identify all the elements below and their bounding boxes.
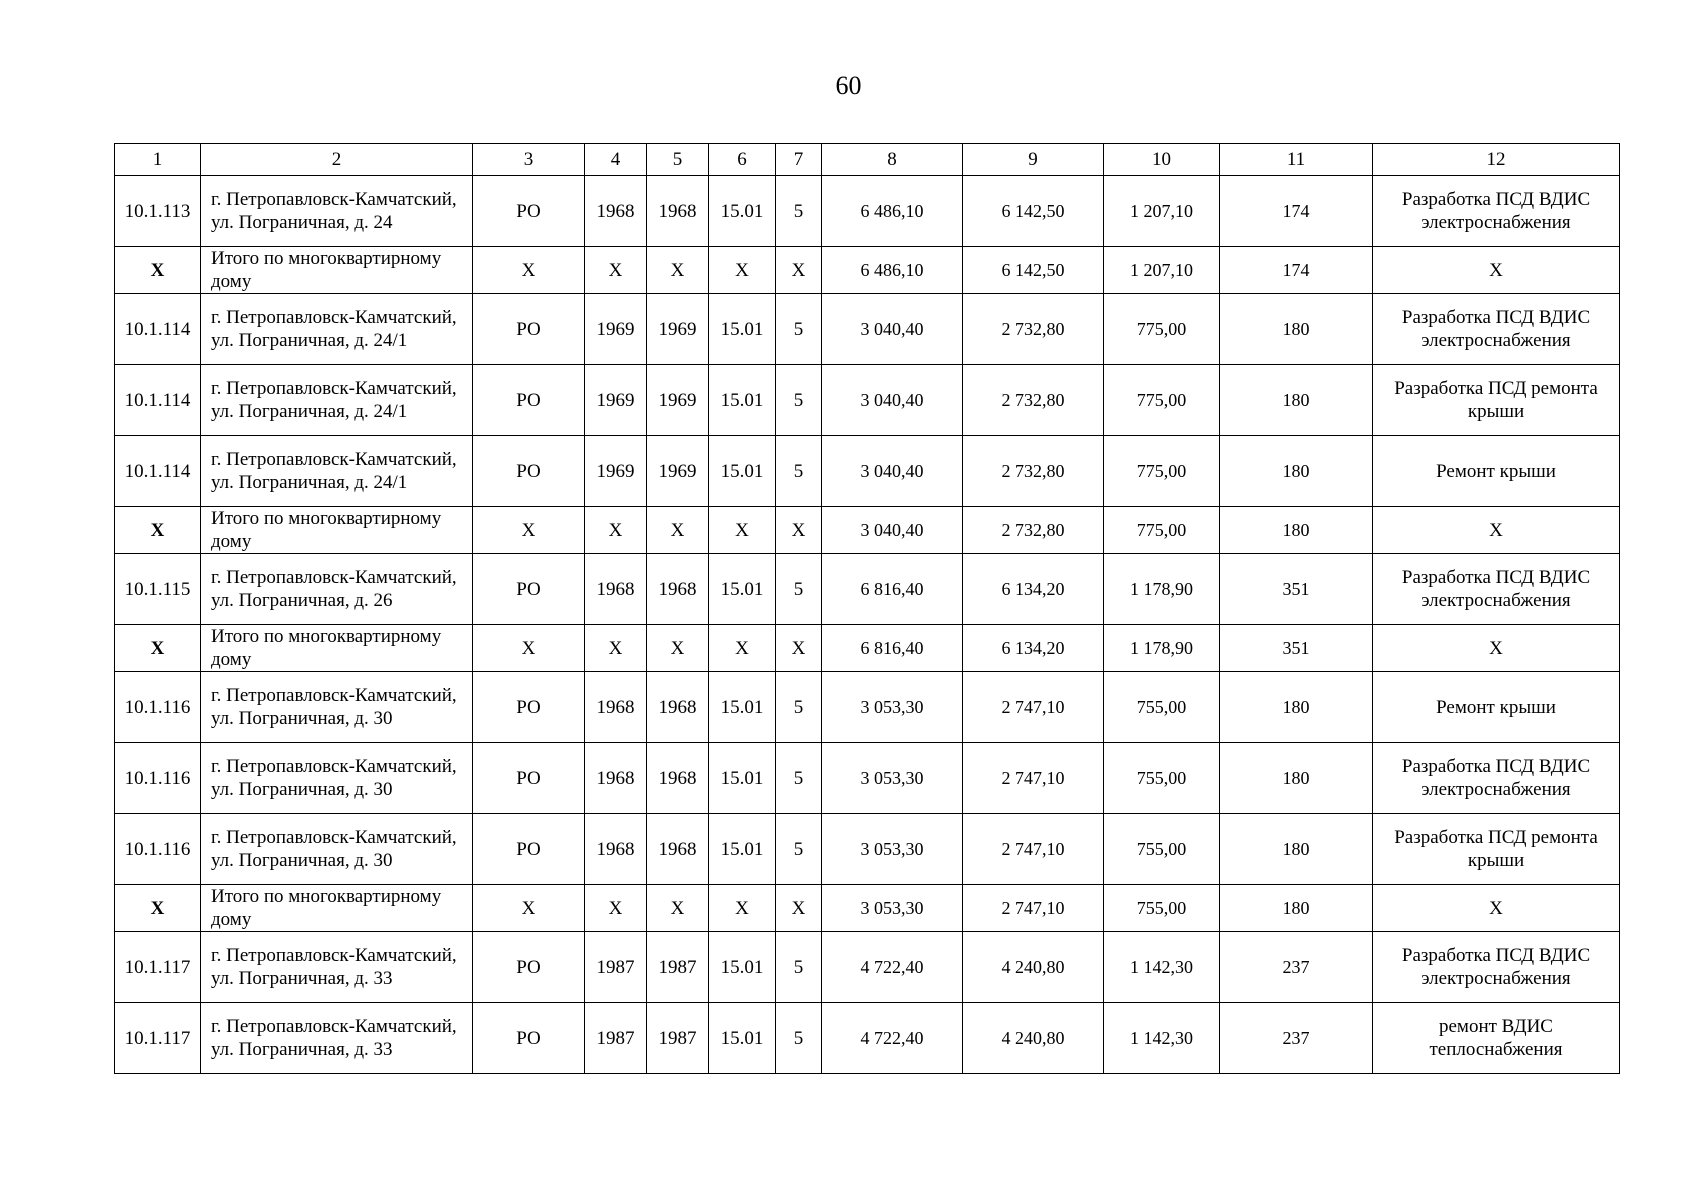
cell-floors: 5 xyxy=(776,554,822,625)
cell-record-number: 10.1.114 xyxy=(115,436,201,507)
header-row xyxy=(115,144,1620,176)
cell-year-commissioned: 1968 xyxy=(647,554,709,625)
cell-residents-count: 180 xyxy=(1220,294,1373,365)
cell-non-living-area: 775,00 xyxy=(1104,436,1220,507)
total-row xyxy=(115,625,1620,672)
cell-year-built: X xyxy=(585,885,647,932)
cell-living-area: 2 747,10 xyxy=(963,672,1104,743)
cell-residents-count: 174 xyxy=(1220,176,1373,247)
cell-non-living-area: 1 142,30 xyxy=(1104,1003,1220,1074)
cell-total-area: 3 053,30 xyxy=(822,814,963,885)
cell-floors: 5 xyxy=(776,932,822,1003)
cell-living-area: 6 134,20 xyxy=(963,554,1104,625)
cell-residents-count: 174 xyxy=(1220,247,1373,294)
cell-code: X xyxy=(709,885,776,932)
cell-ownership-type: РО xyxy=(473,436,585,507)
cell-record-number: 10.1.117 xyxy=(115,932,201,1003)
cell-floors: 5 xyxy=(776,176,822,247)
table-row xyxy=(115,436,1620,507)
cell-year-built: 1968 xyxy=(585,672,647,743)
cell-year-commissioned: 1968 xyxy=(647,743,709,814)
cell-total-area: 6 486,10 xyxy=(822,247,963,294)
column-header: 4 xyxy=(585,144,647,176)
cell-year-commissioned: 1987 xyxy=(647,932,709,1003)
cell-code: 15.01 xyxy=(709,672,776,743)
cell-year-built: 1987 xyxy=(585,1003,647,1074)
cell-living-area: 2 747,10 xyxy=(963,814,1104,885)
column-header: 9 xyxy=(963,144,1104,176)
cell-work-type: X xyxy=(1373,507,1620,554)
cell-floors: 5 xyxy=(776,365,822,436)
cell-address: Итого по многоквартирному дому xyxy=(201,507,473,554)
cell-work-type: Ремонт крыши xyxy=(1373,436,1620,507)
total-row xyxy=(115,247,1620,294)
cell-total-area: 3 053,30 xyxy=(822,672,963,743)
cell-living-area: 2 732,80 xyxy=(963,436,1104,507)
cell-year-commissioned: 1987 xyxy=(647,1003,709,1074)
cell-ownership-type: X xyxy=(473,247,585,294)
cell-year-built: X xyxy=(585,507,647,554)
cell-floors: 5 xyxy=(776,1003,822,1074)
cell-record-number: 10.1.114 xyxy=(115,294,201,365)
cell-floors: X xyxy=(776,885,822,932)
column-header: 12 xyxy=(1373,144,1620,176)
cell-non-living-area: 1 207,10 xyxy=(1104,176,1220,247)
cell-address: Итого по многоквартирному дому xyxy=(201,247,473,294)
cell-code: 15.01 xyxy=(709,436,776,507)
cell-year-commissioned: 1969 xyxy=(647,436,709,507)
cell-residents-count: 180 xyxy=(1220,814,1373,885)
cell-total-area: 3 040,40 xyxy=(822,436,963,507)
cell-ownership-type: X xyxy=(473,507,585,554)
cell-address: Итого по многоквартирному дому xyxy=(201,885,473,932)
cell-year-built: X xyxy=(585,625,647,672)
cell-record-number: X xyxy=(115,885,201,932)
cell-residents-count: 351 xyxy=(1220,554,1373,625)
table-row xyxy=(115,176,1620,247)
cell-residents-count: 237 xyxy=(1220,932,1373,1003)
cell-floors: X xyxy=(776,507,822,554)
cell-year-commissioned: 1968 xyxy=(647,176,709,247)
cell-total-area: 6 486,10 xyxy=(822,176,963,247)
cell-living-area: 4 240,80 xyxy=(963,1003,1104,1074)
table-row xyxy=(115,743,1620,814)
column-header: 8 xyxy=(822,144,963,176)
cell-residents-count: 351 xyxy=(1220,625,1373,672)
table-row xyxy=(115,1003,1620,1074)
cell-year-commissioned: 1968 xyxy=(647,672,709,743)
cell-total-area: 6 816,40 xyxy=(822,554,963,625)
page-number: 60 xyxy=(835,71,862,100)
cell-ownership-type: РО xyxy=(473,365,585,436)
cell-code: X xyxy=(709,247,776,294)
cell-code: 15.01 xyxy=(709,176,776,247)
cell-year-commissioned: X xyxy=(647,885,709,932)
column-header: 2 xyxy=(201,144,473,176)
cell-year-commissioned: 1968 xyxy=(647,814,709,885)
cell-work-type: Разработка ПСД ВДИС электроснабжения xyxy=(1373,176,1620,247)
cell-living-area: 2 732,80 xyxy=(963,507,1104,554)
table-row xyxy=(115,672,1620,743)
cell-code: 15.01 xyxy=(709,294,776,365)
cell-year-built: 1987 xyxy=(585,932,647,1003)
column-header: 1 xyxy=(115,144,201,176)
cell-address: г. Петропавловск-Камчатский, ул. Пограничная, д. 24/1 xyxy=(201,436,473,507)
cell-work-type: X xyxy=(1373,885,1620,932)
cell-code: X xyxy=(709,625,776,672)
cell-living-area: 2 732,80 xyxy=(963,365,1104,436)
cell-work-type: Разработка ПСД ремонта крыши xyxy=(1373,814,1620,885)
cell-record-number: X xyxy=(115,247,201,294)
total-row xyxy=(115,885,1620,932)
cell-residents-count: 237 xyxy=(1220,1003,1373,1074)
cell-record-number: 10.1.116 xyxy=(115,743,201,814)
cell-year-commissioned: X xyxy=(647,247,709,294)
cell-ownership-type: РО xyxy=(473,294,585,365)
cell-non-living-area: 1 178,90 xyxy=(1104,554,1220,625)
cell-record-number: 10.1.113 xyxy=(115,176,201,247)
table-row xyxy=(115,814,1620,885)
cell-total-area: 3 053,30 xyxy=(822,743,963,814)
cell-living-area: 2 747,10 xyxy=(963,743,1104,814)
cell-record-number: 10.1.114 xyxy=(115,365,201,436)
cell-non-living-area: 775,00 xyxy=(1104,294,1220,365)
cell-residents-count: 180 xyxy=(1220,436,1373,507)
cell-living-area: 6 134,20 xyxy=(963,625,1104,672)
cell-ownership-type: РО xyxy=(473,672,585,743)
cell-address: г. Петропавловск-Камчатский, ул. Пограничная, д. 24/1 xyxy=(201,294,473,365)
cell-non-living-area: 755,00 xyxy=(1104,672,1220,743)
cell-residents-count: 180 xyxy=(1220,365,1373,436)
cell-record-number: 10.1.117 xyxy=(115,1003,201,1074)
cell-non-living-area: 755,00 xyxy=(1104,743,1220,814)
cell-living-area: 6 142,50 xyxy=(963,247,1104,294)
total-row xyxy=(115,507,1620,554)
cell-record-number: 10.1.116 xyxy=(115,672,201,743)
table-body xyxy=(115,176,1620,1074)
cell-year-built: 1968 xyxy=(585,554,647,625)
cell-year-built: 1969 xyxy=(585,436,647,507)
cell-work-type: Разработка ПСД ВДИС электроснабжения xyxy=(1373,554,1620,625)
cell-address: г. Петропавловск-Камчатский, ул. Пограничная, д. 24 xyxy=(201,176,473,247)
cell-year-commissioned: 1969 xyxy=(647,294,709,365)
cell-ownership-type: РО xyxy=(473,554,585,625)
cell-record-number: 10.1.116 xyxy=(115,814,201,885)
cell-ownership-type: РО xyxy=(473,743,585,814)
cell-residents-count: 180 xyxy=(1220,507,1373,554)
cell-floors: X xyxy=(776,625,822,672)
table-row xyxy=(115,932,1620,1003)
table-row xyxy=(115,294,1620,365)
cell-address: Итого по многоквартирному дому xyxy=(201,625,473,672)
cell-code: 15.01 xyxy=(709,814,776,885)
cell-year-built: 1968 xyxy=(585,814,647,885)
works-table xyxy=(114,143,1620,1074)
cell-living-area: 6 142,50 xyxy=(963,176,1104,247)
cell-ownership-type: РО xyxy=(473,176,585,247)
cell-record-number: X xyxy=(115,507,201,554)
cell-work-type: Разработка ПСД ВДИС электроснабжения xyxy=(1373,932,1620,1003)
column-header: 11 xyxy=(1220,144,1373,176)
cell-address: г. Петропавловск-Камчатский, ул. Пограничная, д. 33 xyxy=(201,1003,473,1074)
cell-floors: 5 xyxy=(776,814,822,885)
cell-year-built: 1968 xyxy=(585,176,647,247)
cell-ownership-type: X xyxy=(473,625,585,672)
cell-code: 15.01 xyxy=(709,743,776,814)
column-header: 7 xyxy=(776,144,822,176)
column-header: 3 xyxy=(473,144,585,176)
cell-non-living-area: 1 207,10 xyxy=(1104,247,1220,294)
cell-work-type: Разработка ПСД ВДИС электроснабжения xyxy=(1373,294,1620,365)
cell-living-area: 4 240,80 xyxy=(963,932,1104,1003)
column-header: 10 xyxy=(1104,144,1220,176)
cell-total-area: 3 040,40 xyxy=(822,507,963,554)
cell-non-living-area: 775,00 xyxy=(1104,365,1220,436)
cell-floors: 5 xyxy=(776,436,822,507)
cell-total-area: 3 040,40 xyxy=(822,294,963,365)
cell-address: г. Петропавловск-Камчатский, ул. Пограничная, д. 33 xyxy=(201,932,473,1003)
cell-year-commissioned: X xyxy=(647,507,709,554)
cell-record-number: 10.1.115 xyxy=(115,554,201,625)
cell-year-built: 1969 xyxy=(585,294,647,365)
cell-non-living-area: 755,00 xyxy=(1104,814,1220,885)
cell-address: г. Петропавловск-Камчатский, ул. Пограничная, д. 30 xyxy=(201,743,473,814)
cell-ownership-type: РО xyxy=(473,932,585,1003)
cell-total-area: 4 722,40 xyxy=(822,932,963,1003)
cell-code: 15.01 xyxy=(709,554,776,625)
cell-code: X xyxy=(709,507,776,554)
cell-living-area: 2 747,10 xyxy=(963,885,1104,932)
cell-work-type: ремонт ВДИС теплоснабжения xyxy=(1373,1003,1620,1074)
cell-year-built: 1968 xyxy=(585,743,647,814)
cell-ownership-type: РО xyxy=(473,814,585,885)
cell-address: г. Петропавловск-Камчатский, ул. Пограничная, д. 24/1 xyxy=(201,365,473,436)
table-row xyxy=(115,554,1620,625)
cell-work-type: Ремонт крыши xyxy=(1373,672,1620,743)
cell-record-number: X xyxy=(115,625,201,672)
cell-floors: 5 xyxy=(776,672,822,743)
cell-year-built: X xyxy=(585,247,647,294)
cell-total-area: 6 816,40 xyxy=(822,625,963,672)
cell-non-living-area: 1 142,30 xyxy=(1104,932,1220,1003)
cell-work-type: X xyxy=(1373,247,1620,294)
cell-address: г. Петропавловск-Камчатский, ул. Пограничная, д. 30 xyxy=(201,672,473,743)
cell-code: 15.01 xyxy=(709,1003,776,1074)
column-header: 6 xyxy=(709,144,776,176)
cell-non-living-area: 1 178,90 xyxy=(1104,625,1220,672)
cell-work-type: Разработка ПСД ВДИС электроснабжения xyxy=(1373,743,1620,814)
cell-living-area: 2 732,80 xyxy=(963,294,1104,365)
cell-code: 15.01 xyxy=(709,365,776,436)
cell-year-commissioned: 1969 xyxy=(647,365,709,436)
cell-work-type: Разработка ПСД ремонта крыши xyxy=(1373,365,1620,436)
table-row xyxy=(115,365,1620,436)
cell-non-living-area: 775,00 xyxy=(1104,507,1220,554)
cell-address: г. Петропавловск-Камчатский, ул. Пограничная, д. 26 xyxy=(201,554,473,625)
cell-non-living-area: 755,00 xyxy=(1104,885,1220,932)
cell-work-type: X xyxy=(1373,625,1620,672)
cell-total-area: 3 040,40 xyxy=(822,365,963,436)
cell-code: 15.01 xyxy=(709,932,776,1003)
column-header: 5 xyxy=(647,144,709,176)
cell-floors: X xyxy=(776,247,822,294)
cell-floors: 5 xyxy=(776,294,822,365)
cell-ownership-type: РО xyxy=(473,1003,585,1074)
cell-residents-count: 180 xyxy=(1220,885,1373,932)
cell-floors: 5 xyxy=(776,743,822,814)
cell-residents-count: 180 xyxy=(1220,672,1373,743)
cell-year-built: 1969 xyxy=(585,365,647,436)
cell-total-area: 4 722,40 xyxy=(822,1003,963,1074)
cell-address: г. Петропавловск-Камчатский, ул. Пограничная, д. 30 xyxy=(201,814,473,885)
cell-residents-count: 180 xyxy=(1220,743,1373,814)
cell-ownership-type: X xyxy=(473,885,585,932)
cell-year-commissioned: X xyxy=(647,625,709,672)
cell-total-area: 3 053,30 xyxy=(822,885,963,932)
